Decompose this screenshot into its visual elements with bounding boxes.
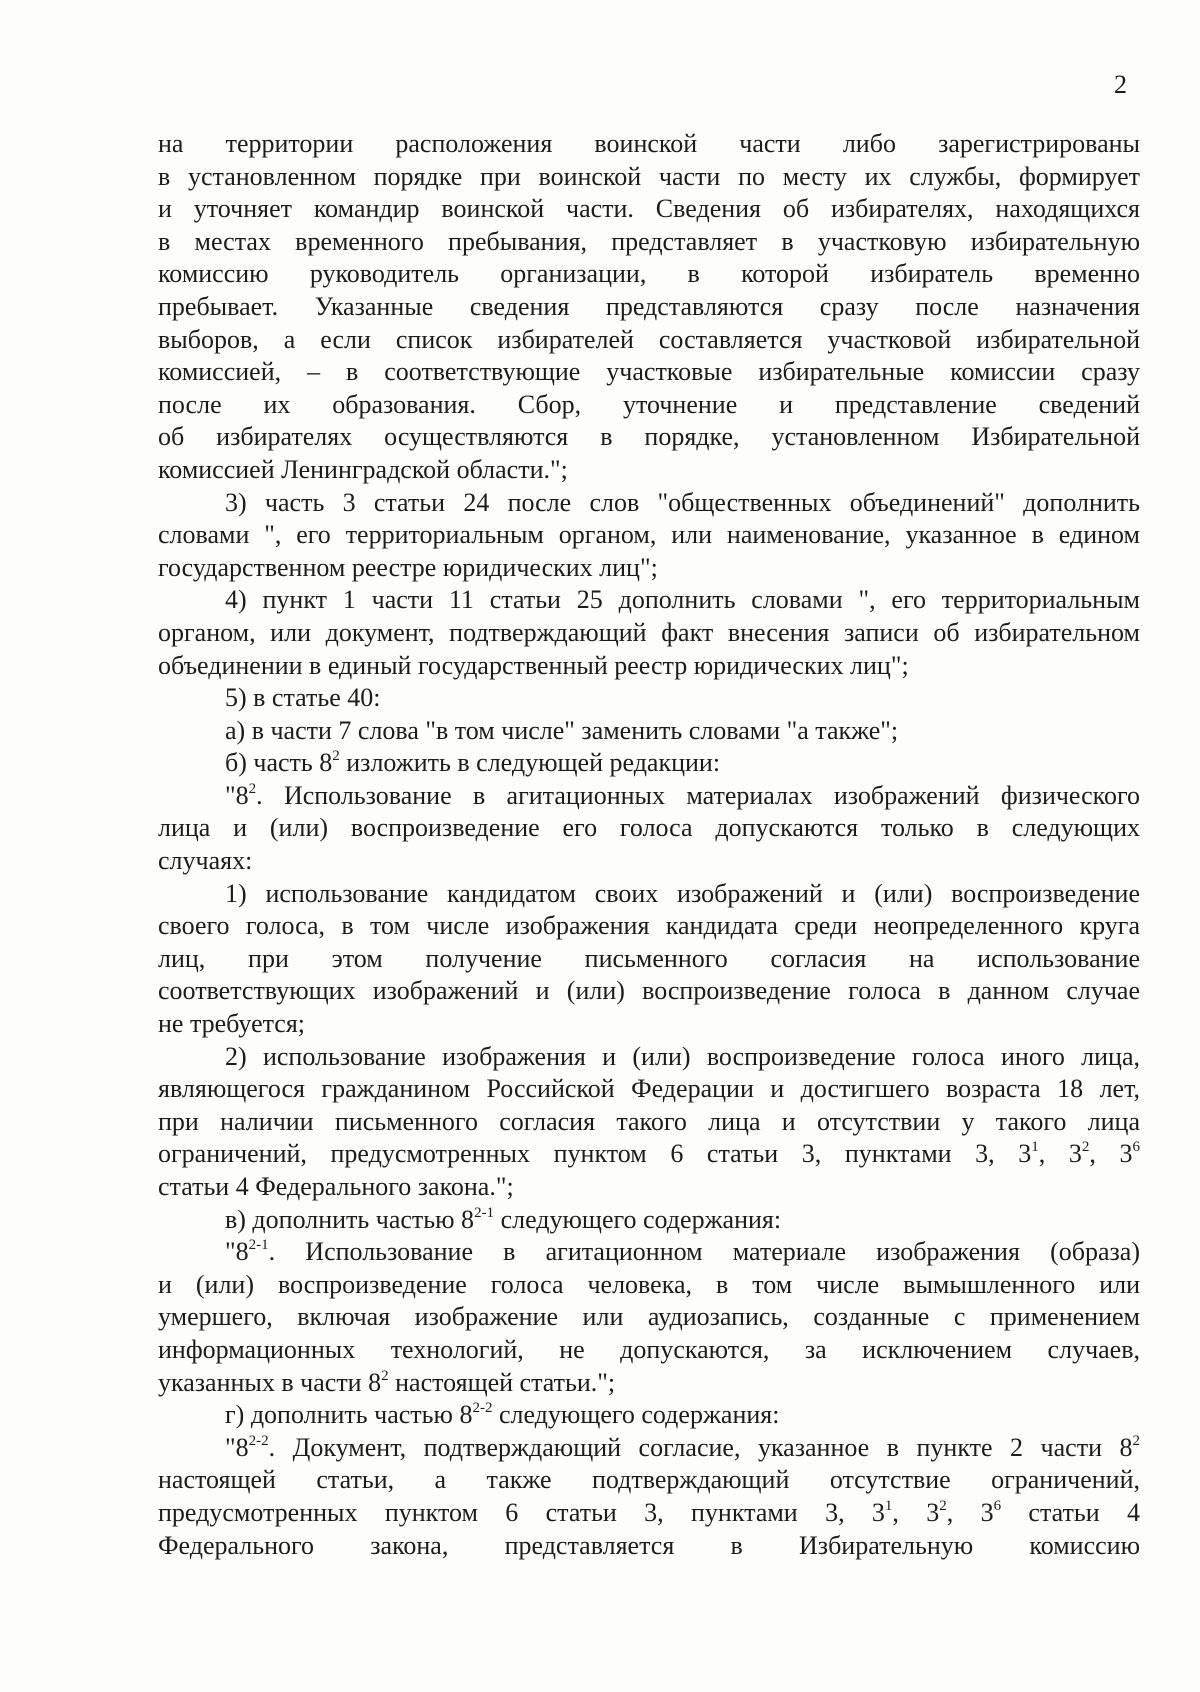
- superscript: 2-2: [248, 1432, 269, 1449]
- text-run: г) дополнить частью 8: [225, 1400, 473, 1430]
- text-line: [158, 1497, 1140, 1530]
- text-run: "8: [225, 1237, 249, 1267]
- text-run: а) в части 7 слова "в том числе" заменить словами "а также";: [225, 715, 899, 745]
- text-run: , 3: [1089, 1139, 1133, 1169]
- text-run: настоящей статьи.";: [388, 1367, 616, 1397]
- text-run: лица и (или) воспроизведение его голоса допускаются только в следующих: [158, 813, 1140, 843]
- text-run: комиссией Ленинградской области.";: [158, 454, 568, 484]
- page-number: 2: [1114, 70, 1127, 99]
- text-run: следующего содержания:: [494, 1204, 782, 1234]
- text-line: [158, 780, 1140, 813]
- text-run: . Использование в агитационных материалах изображений физического: [256, 780, 1140, 810]
- text-run: статьи 4 Федерального закона.";: [158, 1172, 514, 1201]
- text-run: соответствующих изображений и (или) воспроизведение голоса в данном случае: [158, 976, 1140, 1006]
- text-line: [158, 487, 1140, 520]
- text-run: настоящей статьи, а также подтверждающий отсутствие ограничений,: [158, 1465, 1140, 1495]
- superscript: 6: [993, 1497, 1002, 1514]
- superscript: 2: [939, 1497, 947, 1514]
- text-line: [158, 943, 1140, 976]
- text-line: [158, 226, 1140, 259]
- text-run: б) часть 8: [225, 748, 333, 778]
- text-line: [158, 1269, 1140, 1302]
- text-line: [158, 1236, 1140, 1269]
- text-run: в установленном порядке при воинской части по месту их службы, формирует: [158, 161, 1140, 191]
- text-line: [158, 1334, 1140, 1367]
- text-line: [158, 1399, 1140, 1432]
- superscript: 2: [381, 1367, 389, 1384]
- text-line: [158, 845, 1140, 878]
- superscript: 2: [1081, 1139, 1090, 1156]
- text-line: [158, 421, 1140, 454]
- superscript: 1: [884, 1497, 893, 1514]
- text-line: [158, 258, 1140, 291]
- text-run: и уточняет командир воинской части. Сведения об избирателях, находящихся: [158, 194, 1140, 224]
- text-run: . Использование в агитационном материале изображения (образа): [268, 1237, 1140, 1267]
- text-run: "8: [225, 780, 249, 810]
- text-run: информационных технологий, не допускаются, за исключением случаев,: [158, 1334, 1140, 1364]
- text-line: [158, 650, 1140, 683]
- text-line: [158, 975, 1140, 1008]
- text-run: следующего содержания:: [492, 1400, 780, 1430]
- text-run: предусмотренных пунктом 6 статьи 3, пунктами 3, 3: [158, 1497, 885, 1527]
- text-line: [158, 356, 1140, 389]
- superscript: 2-2: [472, 1400, 493, 1417]
- text-run: "8: [225, 1432, 249, 1462]
- text-line: [158, 1367, 1140, 1400]
- text-line: [158, 1138, 1140, 1171]
- text-line: [158, 161, 1140, 194]
- text-run: в местах временного пребывания, представляет в участковую избирательную: [158, 226, 1140, 256]
- text-run: лиц, при этом получение письменного согласия на использование: [158, 943, 1140, 973]
- text-line: [158, 910, 1140, 943]
- text-line: [158, 812, 1140, 845]
- document-body: [158, 128, 1140, 1562]
- text-line: [158, 1432, 1140, 1465]
- text-line: [158, 617, 1140, 650]
- text-run: пребывает. Указанные сведения представляются сразу после назначения: [158, 291, 1140, 321]
- text-run: 4) пункт 1 части 11 статьи 25 дополнить словами ", его территориальным: [225, 585, 1140, 615]
- text-line: [158, 324, 1140, 357]
- text-run: , 3: [946, 1497, 994, 1527]
- text-run: 1) использование кандидатом своих изображений и (или) воспроизведение: [225, 878, 1140, 908]
- superscript: 1: [1031, 1139, 1039, 1156]
- text-line: [158, 715, 1140, 748]
- text-run: статьи 4: [1001, 1497, 1140, 1527]
- superscript: 6: [1132, 1139, 1140, 1156]
- text-line: [158, 552, 1140, 585]
- text-run: органом, или документ, подтверждающий факт внесения записи об избирательном: [158, 617, 1140, 647]
- text-line: [158, 1530, 1140, 1563]
- text-line: [158, 1301, 1140, 1334]
- text-run: 5) в статье 40:: [225, 683, 381, 713]
- text-run: являющегося гражданином Российской Федерации и достигшего возраста 18 лет,: [158, 1074, 1140, 1104]
- text-line: [158, 389, 1140, 422]
- text-line: [158, 1073, 1140, 1106]
- text-line: [158, 878, 1140, 911]
- text-run: при наличии письменного согласия такого лица и отсутствии у такого лица: [158, 1106, 1140, 1136]
- text-line: [158, 193, 1140, 226]
- text-line: [158, 1041, 1140, 1074]
- text-line: [158, 1204, 1140, 1237]
- text-run: указанных в части 8: [158, 1367, 382, 1397]
- text-run: изложить в следующей редакции:: [339, 748, 721, 778]
- text-run: об избирателях осуществляются в порядке, установленном Избирательной: [158, 422, 1140, 452]
- text-run: 3) часть 3 статьи 24 после слов "общественных объединений" дополнить: [225, 487, 1140, 517]
- text-run: после их образования. Сбор, уточнение и представление сведений: [158, 389, 1140, 419]
- text-run: 2) использование изображения и (или) воспроизведение голоса иного лица,: [225, 1041, 1140, 1071]
- text-line: [158, 454, 1140, 487]
- text-line: [158, 1171, 1140, 1204]
- text-run: , 3: [1038, 1139, 1082, 1169]
- superscript: 2: [1132, 1432, 1140, 1449]
- text-line: [158, 128, 1140, 161]
- text-run: случаях:: [158, 846, 253, 876]
- text-run: не требуется;: [158, 1009, 306, 1039]
- superscript: 2-1: [248, 1237, 269, 1254]
- text-run: , 3: [892, 1497, 940, 1527]
- text-run: комиссию руководитель организации, в которой избиратель временно: [158, 259, 1140, 289]
- text-line: [158, 584, 1140, 617]
- text-run: государственном реестре юридических лиц";: [158, 552, 658, 582]
- superscript: 2-1: [474, 1204, 495, 1221]
- superscript: 2: [248, 780, 257, 797]
- text-run: на территории расположения воинской части либо зарегистрированы: [158, 129, 1140, 158]
- text-line: [158, 291, 1140, 324]
- text-run: и (или) воспроизведение голоса человека, в том числе вымышленного или: [158, 1269, 1140, 1299]
- text-run: . Документ, подтверждающий согласие, указанное в пункте 2 части 8: [268, 1432, 1133, 1462]
- text-run: объединении в единый государственный реестр юридических лиц";: [158, 650, 909, 680]
- text-run: словами ", его территориальным органом, или наименование, указанное в едином: [158, 520, 1140, 550]
- text-line: [158, 682, 1140, 715]
- text-line: [158, 747, 1140, 780]
- text-run: Федерального закона, представляется в Избирательную комиссию: [158, 1530, 1140, 1560]
- superscript: 2: [332, 748, 340, 765]
- text-line: [158, 1464, 1140, 1497]
- text-run: комиссией, – в соответствующие участковые избирательные комиссии сразу: [158, 357, 1140, 387]
- text-run: своего голоса, в том числе изображения кандидата среди неопределенного круга: [158, 911, 1140, 941]
- text-line: [158, 1008, 1140, 1041]
- text-line: [158, 1106, 1140, 1139]
- text-run: умершего, включая изображение или аудиозапись, созданные с применением: [158, 1302, 1140, 1332]
- text-run: в) дополнить частью 8: [225, 1204, 475, 1234]
- text-run: ограничений, предусмотренных пунктом 6 статьи 3, пунктами 3, 3: [158, 1139, 1032, 1169]
- text-line: [158, 519, 1140, 552]
- text-run: выборов, а если список избирателей составляется участковой избирательной: [158, 324, 1140, 354]
